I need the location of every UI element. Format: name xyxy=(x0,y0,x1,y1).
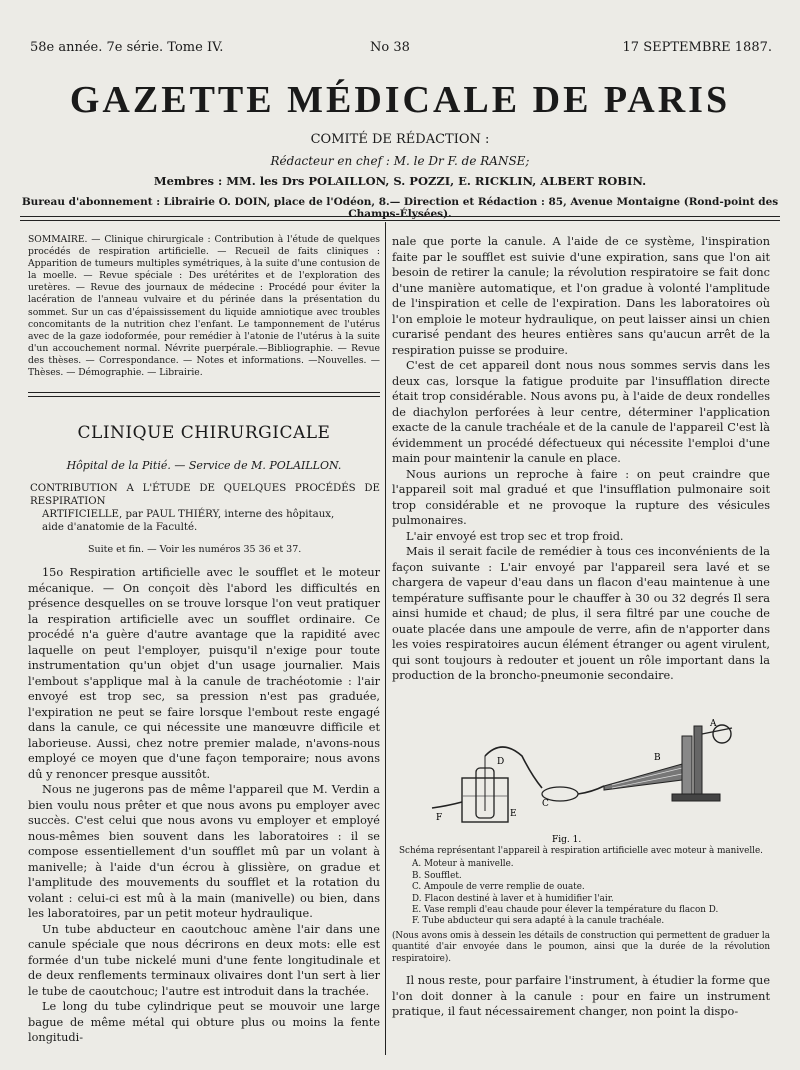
paragraph: Nous ne jugerons pas de même l'appareil que M. Verdin a bien voulu nous prêter et que nous avons pu employer avec succès. C'est celui que nous avons vu employer et employé nous-mêmes bien souvent dans les laboratoires : il se compose essentiellement d'un soufflet mû par un volant à manivelle; à l'aide d'un écrou à glissière, on gradue et l'amplitude des mouvements du soufflet et la rotation du volant : celui-ci est mû à la main (manivelle) ou bien, dans les laboratoires, par un petit moteur hydraulique. xyxy=(28,783,380,920)
fig-label-d: D xyxy=(497,757,505,767)
fig-label-c: C xyxy=(542,799,549,809)
apparatus-drawing xyxy=(392,716,770,846)
legend-item: A. Moteur à manivelle. xyxy=(412,859,514,870)
masthead-rule-2 xyxy=(20,220,780,221)
left-body-text xyxy=(28,565,380,1044)
left-column xyxy=(28,234,380,1044)
legend-item: C. Ampoule de verre remplie de ouate. xyxy=(412,882,585,893)
article-title-line-1: CONTRIBUTION A L'ÉTUDE DE QUELQUES PROCÉDÉS DE RESPIRATION xyxy=(30,483,380,507)
fig-label-a: A xyxy=(710,719,717,729)
column-divider xyxy=(385,222,386,1055)
issue-date: 17 SEPTEMBRE 1887. xyxy=(622,40,772,55)
paragraph: L'air envoyé est trop sec et trop froid. xyxy=(406,529,624,543)
comite-heading: COMITÉ DE RÉDACTION : xyxy=(310,132,490,147)
continuation-note: Suite et fin. — Voir les numéros 35 36 et 37. xyxy=(88,544,302,555)
legend-item: F. Tube abducteur qui sera adapté à la canule trachéale. xyxy=(412,916,665,927)
paragraph: Le long du tube cylindrique peut se mouvoir une large bague de même métal qui obture plus ou moins la fente longitudi- xyxy=(28,1000,380,1044)
soufflet-b xyxy=(604,764,682,790)
right-column xyxy=(392,234,770,1035)
figure-caption: Schéma représentant l'appareil à respiration artificielle avec moteur à manivelle. xyxy=(399,846,763,856)
right-body-text xyxy=(392,234,770,710)
sommaire: SOMMAIRE. — Clinique chirurgicale : Contribution à l'étude de quelques procédés de respiration artificielle. — Recueil de faits cliniques : Apparition de tumeurs multiples symétriques, à la suite d'une contusion de la moelle. — Revue spéciale : Des urétérites et de l'exploration des uretères. — Revue des journaux de médecine : Procédé pour éviter la lacération de l'anneau vulvaire et du périnée dans la présentation du sommet. Sur un cas d'épaississement du liquide amniotique avec troubles concomitants de la nutrition chez l'enfant. Le tamponnement de l'utérus avec de la gaze iodoformée, pour remédier à l'atonie de l'utérus à la suite d'un accouchement normal. Névrite puerpérale.—Bibliographie. — Revue des thèses. — Correspondance. — Notes et informations. —Nouvelles. — Thèses. — Démographie. — Librairie. xyxy=(28,234,380,379)
fig-label-b: B xyxy=(654,753,661,763)
editor-in-chief: Rédacteur en chef : M. le Dr F. de RANSE; xyxy=(270,154,530,168)
figure-note: (Nous avons omis à dessein les détails de construction qui permettent de graduer la quantité d'air envoyée dans le poumon, ainsi que la durée de la révolution respiratoire). xyxy=(392,930,770,964)
fig-number: Fig. 1. xyxy=(552,835,582,845)
article-title xyxy=(28,482,380,534)
paragraph: nale que porte la canule. A l'aide de ce système, l'inspiration faite par le soufflet est suivie d'une expiration, sans que l'on ait besoin de retirer la canule; la révolution respiratoire se fait donc d'une manière automatique, et l'on gradue à volonté l'amplitude de l'inspiration et celle de l'expiration. Dans les laboratoires où l'on emploie le moteur hydraulique, on peut laisser ainsi un chien curarisé pendant des heures entières sans qu'aucun arrêt de la respiration puisse se produire. xyxy=(392,235,770,357)
paragraph: C'est de cet appareil dont nous nous sommes servis dans les deux cas, lorsque la fatigue produite par l'insufflation directe était trop considérable. Nous avons pu, à l'aide de deux rondelles de diachylon perforées à leur centre, déterminer l'application exacte de la canule trachéale et de la canule de l'appareil C'est là évidemment un procédé défectueux qui nécessite l'emploi d'une main pour maintenir la canule en place. xyxy=(392,359,770,465)
fig-label-f: F xyxy=(436,813,443,823)
tube-c-b xyxy=(578,786,604,794)
hospital-line: Hôpital de la Pitié. — Service de M. POLAILLON. xyxy=(66,459,342,472)
masthead-title: GAZETTE MÉDICALE DE PARIS xyxy=(69,79,731,121)
issue-header xyxy=(30,40,772,58)
paragraph: Il nous reste, pour parfaire l'instrument, à étudier la forme que l'on doit donner à la canule : pour en faire un instrument pratique, il faut nécessairement changer, non point la dispo- xyxy=(392,974,770,1019)
masthead-rule-1 xyxy=(20,216,780,217)
paragraph: Mais il serait facile de remédier à tous ces inconvénients de la façon suivante : L'air envoyé par l'appareil sera lavé et se chargera de vapeur d'eau dans un flacon d'eau maintenue à une température suffisante pour le chauffer à 30 ou 32 degrés Il sera ainsi humide et chaud; de plus, il sera filtré par une couche de ouate placée dans une ampoule de verre, afin de n'apporter dans les voies respiratoires aucun élément étranger ou agent virulent, qui sont toujours à redouter et jouent un rôle important dans la production de la broncho-pneumonie secondaire. xyxy=(392,545,770,682)
issue-year: 58e année. 7e série. Tome IV. xyxy=(30,40,224,55)
article-title-line-2: ARTIFICIELLE, par PAUL THIÉRY, interne des hôpitaux, xyxy=(42,509,335,520)
legend-item: D. Flacon destiné à laver et à humidifier l'air. xyxy=(412,893,614,904)
tube-f xyxy=(432,802,462,808)
legend-item: B. Soufflet. xyxy=(412,870,462,881)
paragraph: Un tube abducteur en caoutchouc amène l'air dans une canule spéciale que nous décrirons en deux mots: elle est formée d'un tube nickelé muni d'une fente longitudinale et de deux renflements terminaux olivaires dont l'un sert à lier le tube de caoutchouc; l'autre est introduit dans la trachée. xyxy=(28,922,380,998)
apparatus-figure xyxy=(392,716,770,846)
sommaire-rule-2 xyxy=(28,396,380,397)
editorial-members: Membres : MM. les Drs POLAILLON, S. POZZI, E. RICKLIN, ALBERT ROBIN. xyxy=(153,174,647,188)
fig-label-e: E xyxy=(510,809,517,819)
right-body-end xyxy=(392,973,770,1035)
moteur-base xyxy=(672,794,720,801)
sommaire-rule xyxy=(28,392,380,393)
moteur-column xyxy=(682,736,692,794)
legend-item: E. Vase rempli d'eau chaude pour élever la température du flacon D. xyxy=(412,905,719,916)
section-title: CLINIQUE CHIRURGICALE xyxy=(77,423,331,443)
paragraph: Nous aurions un reproche à faire : on peut craindre que l'appareil soit mal gradué et que l'insufflation pulmonaire soit trop considérable et ne provoque la rupture des vésicules pulmonaires. xyxy=(392,467,770,527)
paragraph: 15o Respiration artificielle avec le soufflet et le moteur mécanique. — On conçoit dès l'abord les difficultés en présence desquelles on se trouve lorsque l'on veut pratiquer la respiration artificielle avec un soufflet ordinaire. Ce procédé n'a guère d'autre avantage que la rapidité avec laquelle on peut l'employer, puisqu'il n'exige pour toute instrumentation qu'un objet d'un usage journalier. Mais l'embout s'applique mal à la canule de trachéotomie : l'air envoyé est trop sec, sa pression n'est pas graduée, l'expiration ne peut se faire lorsque l'embout reste engagé dans la canule, ce qui nécessite une manœuvre difficile et laborieuse. Aussi, chez notre premier malade, n'avons-nous employé ce moyen que d'une façon temporaire; nous avons dû y renoncer presque aussitôt. xyxy=(28,566,380,781)
issue-number: No 38 xyxy=(370,40,410,55)
moteur-column-2 xyxy=(694,726,702,796)
subscription-office: Bureau d'abonnement : Librairie O. DOIN, place de l'Odéon, 8.— Direction et Rédaction : 85, Avenue Montaigne (Rond-point des Champs-Élysées). xyxy=(21,196,779,220)
figure-caption-block xyxy=(392,846,770,965)
article-title-line-3: aide d'anatomie de la Faculté. xyxy=(42,522,198,533)
manivelle-arm xyxy=(702,728,732,734)
